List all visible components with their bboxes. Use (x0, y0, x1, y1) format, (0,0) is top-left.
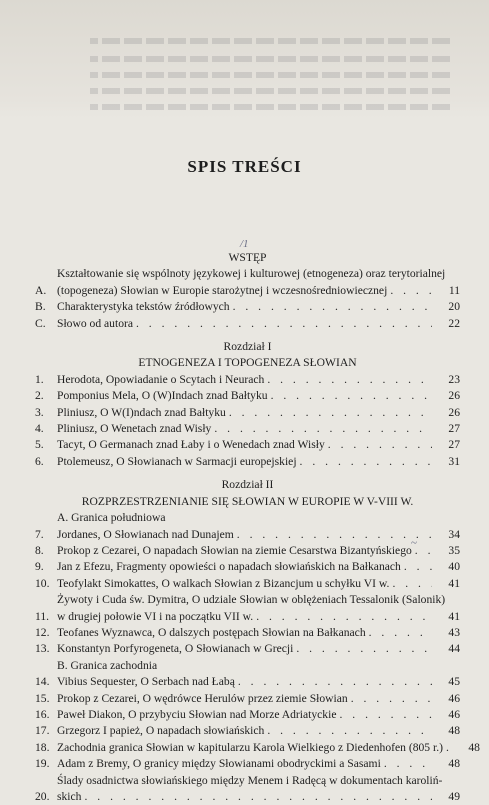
entry-title: Paweł Diakon, O przybyciu Słowian nad Morze Adriatyckie (57, 707, 337, 721)
page-number: 20 (448, 300, 460, 314)
toc-entry (35, 773, 460, 805)
section-heading-wstep: WSTĘP (228, 251, 267, 264)
entry-number: 19. (35, 757, 50, 771)
leader-dots (81, 789, 432, 805)
page-number: 41 (448, 609, 460, 623)
entry-body (57, 454, 460, 470)
entry-title-continuation (57, 609, 460, 625)
entry-body (57, 405, 460, 421)
entry-title: Żywoty i Cuda św. Dymitra, O udziale Słowian w oblężeniach Tessalonik (Salonik) (57, 593, 446, 607)
toc-list-chapter-2b (35, 674, 480, 805)
entry-number: 10. (35, 576, 50, 590)
leader-dots (268, 388, 432, 404)
table-of-contents (35, 250, 480, 805)
toc-entry (35, 625, 460, 641)
toc-entry (35, 756, 460, 772)
entry-body (57, 316, 460, 332)
leader-dots (211, 421, 432, 437)
leader-dots (325, 437, 432, 453)
toc-entry (35, 316, 460, 332)
entry-body (57, 559, 460, 575)
page-number: 26 (448, 389, 460, 403)
page-number: 46 (448, 707, 460, 721)
page-number: 41 (448, 576, 460, 590)
bleed-line (90, 104, 450, 110)
entry-body (57, 266, 460, 299)
page-number: 43 (448, 625, 460, 639)
leader-dots (230, 299, 432, 315)
entry-number: 2. (35, 389, 44, 403)
page-number: 48 (448, 757, 460, 771)
entry-body (57, 691, 460, 707)
entry-title: Herodota, Opowiadanie o Scytach i Neurach (57, 372, 265, 386)
entry-body (57, 372, 460, 388)
entry-number: 20. (35, 790, 50, 803)
subsection-heading: B. Granica zachodnia (57, 658, 158, 672)
toc-entry (35, 405, 460, 421)
leader-dots (443, 740, 452, 756)
toc-list-chapter-1 (35, 372, 460, 470)
entry-title: Prokop z Cezarei, O napadach Słowian na ziemie Cesarstwa Bizantyńskiego (57, 543, 412, 557)
entry-title: Ptolemeusz, O Słowianach w Sarmacji europejskiej (57, 454, 297, 468)
entry-number: 9. (35, 560, 44, 574)
entry-title: Teofylakt Simokattes, O walkach Słowian z Bizancjum u schyłku VI w. (57, 576, 390, 590)
bleed-line (90, 72, 450, 78)
entry-number: 15. (35, 691, 50, 705)
leader-dots (336, 707, 432, 723)
toc-entry (35, 388, 460, 404)
entry-body (57, 773, 460, 805)
toc-entry (35, 266, 460, 299)
bleed-line (90, 38, 450, 44)
chapter-label: Rozdział I (223, 340, 272, 354)
toc-entry (35, 372, 460, 388)
entry-title: Prokop z Cezarei, O wędrówce Herulów przez ziemie Słowian (57, 691, 348, 705)
leader-dots (264, 723, 432, 739)
entry-title: Słowo od autora (57, 316, 133, 330)
entry-body (57, 388, 460, 404)
page-number: 26 (448, 405, 460, 419)
toc-entry (35, 691, 460, 707)
entry-number: A. (35, 283, 47, 297)
leader-dots (234, 527, 432, 543)
entry-body (57, 756, 460, 772)
leader-dots (389, 576, 432, 592)
page-number: 23 (448, 372, 460, 386)
leader-dots (401, 559, 432, 575)
entry-body (57, 625, 460, 641)
entry-number: 14. (35, 675, 50, 689)
toc-entry (35, 559, 460, 575)
entry-number: 1. (35, 372, 44, 386)
page-number: 35 (448, 543, 460, 557)
entry-title: Jordanes, O Słowianach nad Dunajem (57, 527, 234, 541)
toc-list-chapter-2a (35, 527, 460, 658)
toc-entry (35, 543, 460, 559)
page-number: 44 (448, 642, 460, 656)
entry-body (57, 543, 460, 559)
toc-entry (35, 421, 460, 437)
entry-number: B. (35, 300, 46, 314)
entry-title: (topogeneza) Słowian w Europie starożytnej i wczesnośredniowiecznej (57, 283, 388, 297)
leader-dots (133, 316, 432, 332)
entry-title: Pomponius Mela, O (W)Indach znad Bałtyku (57, 389, 268, 403)
toc-entry (35, 437, 460, 453)
entry-title: Vibius Sequester, O Serbach nad Łabą (57, 675, 235, 689)
pencil-mark: /1 (240, 238, 249, 250)
entry-title: skich (57, 790, 82, 803)
entry-body (57, 421, 460, 437)
entry-title: Charakterystyka tekstów źródłowych (57, 300, 230, 314)
entry-number: 17. (35, 724, 50, 738)
toc-entry (35, 576, 460, 592)
leader-dots (293, 641, 432, 657)
leader-dots (412, 543, 432, 559)
leader-dots (348, 691, 432, 707)
entry-title: Pliniusz, O W(I)ndach znad Bałtyku (57, 405, 226, 419)
toc-entry (35, 527, 460, 543)
entry-title: Pliniusz, O Wenetach znad Wisły (57, 422, 212, 436)
leader-dots (387, 283, 432, 299)
bleed-line (90, 56, 450, 62)
bleed-line (90, 88, 450, 94)
page-number: 27 (448, 438, 460, 452)
chapter-heading: ETNOGENEZA I TOPOGENEZA SŁOWIAN (138, 356, 357, 370)
toc-entry (35, 723, 460, 739)
toc-entry (35, 674, 460, 690)
entry-body (57, 740, 480, 756)
entry-title-continuation (57, 789, 460, 805)
page-number: 45 (448, 675, 460, 689)
entry-number: 13. (35, 642, 50, 656)
entry-title: Grzegorz I papież, O napadach słowiańskich (57, 724, 265, 738)
leader-dots (264, 372, 432, 388)
entry-title: Jan z Efezu, Fragmenty opowieści o napadach słowiańskich na Bałkanach (57, 560, 401, 574)
toc-entry (35, 740, 480, 756)
page-number: 48 (448, 724, 460, 738)
toc-entry (35, 707, 460, 723)
page-number: 27 (448, 422, 460, 436)
leader-dots (297, 454, 432, 470)
leader-dots (226, 405, 432, 421)
entry-title-continuation (57, 283, 460, 299)
toc-entry (35, 641, 460, 657)
entry-number: 3. (35, 405, 44, 419)
subsection-heading: A. Granica południowa (57, 511, 166, 525)
page-number: 48 (468, 740, 480, 754)
entry-number: 5. (35, 438, 44, 452)
entry-body (57, 641, 460, 657)
page-number: 11 (448, 283, 460, 297)
entry-title: Teofanes Wyznawca, O dalszych postępach Słowian na Bałkanach (57, 625, 366, 639)
entry-body (57, 437, 460, 453)
entry-number: 4. (35, 422, 44, 436)
entry-number: 11. (35, 609, 50, 623)
leader-dots (253, 609, 432, 625)
entry-title: Konstantyn Porfyrogeneta, O Słowianach w Grecji (57, 642, 294, 656)
entry-title: Zachodnia granica Słowian w kapitularzu Karola Wielkiego z Diedenhofen (805 r.) (57, 740, 443, 754)
page-number: 22 (448, 316, 460, 330)
entry-number: 16. (35, 707, 50, 721)
toc-entry (35, 299, 460, 315)
entry-title: w drugiej połowie VI i na początku VII w. (57, 609, 254, 623)
entry-number: 12. (35, 625, 50, 639)
leader-dots (235, 674, 432, 690)
bleed-through-region (0, 0, 489, 118)
entry-title: Kształtowanie się wspólnoty językowej i kulturowej (etnogeneza) oraz terytorialnej (57, 267, 446, 281)
entry-number: C. (35, 316, 46, 330)
entry-body (57, 674, 460, 690)
entry-body (57, 723, 460, 739)
leader-dots (381, 756, 432, 772)
page-title: SPIS TREŚCI (187, 157, 302, 176)
page-number: 49 (448, 790, 460, 803)
entry-body (57, 592, 460, 625)
entry-body (57, 527, 460, 543)
entry-number: 7. (35, 527, 44, 541)
entry-number: 18. (35, 740, 50, 754)
entry-number: 8. (35, 543, 44, 557)
entry-title: Adam z Bremy, O granicy między Słowianami obodryckimi a Sasami (57, 757, 381, 771)
entry-number: 6. (35, 454, 44, 468)
entry-body (57, 576, 460, 592)
entry-body (57, 707, 460, 723)
page-number: 34 (448, 527, 460, 541)
entry-title: Tacyt, O Germanach znad Łaby i o Wenedach znad Wisły (57, 438, 325, 452)
page-number: 40 (448, 560, 460, 574)
entry-title: Ślady osadnictwa słowiańskiego między Menem i Radęcą w dokumentach karoliń- (57, 773, 443, 787)
pencil-mark: ~ (411, 537, 417, 549)
toc-entry (35, 592, 460, 625)
page-number: 31 (448, 454, 460, 468)
toc-entry (35, 454, 460, 470)
chapter-heading: ROZPRZESTRZENIANIE SIĘ SŁOWIAN W EUROPIE W V-VIII W. (81, 494, 414, 508)
entry-body (57, 299, 460, 315)
leader-dots (366, 625, 432, 641)
page-number: 46 (448, 691, 460, 705)
toc-list-wstep (35, 266, 460, 332)
chapter-label: Rozdział II (221, 478, 274, 492)
